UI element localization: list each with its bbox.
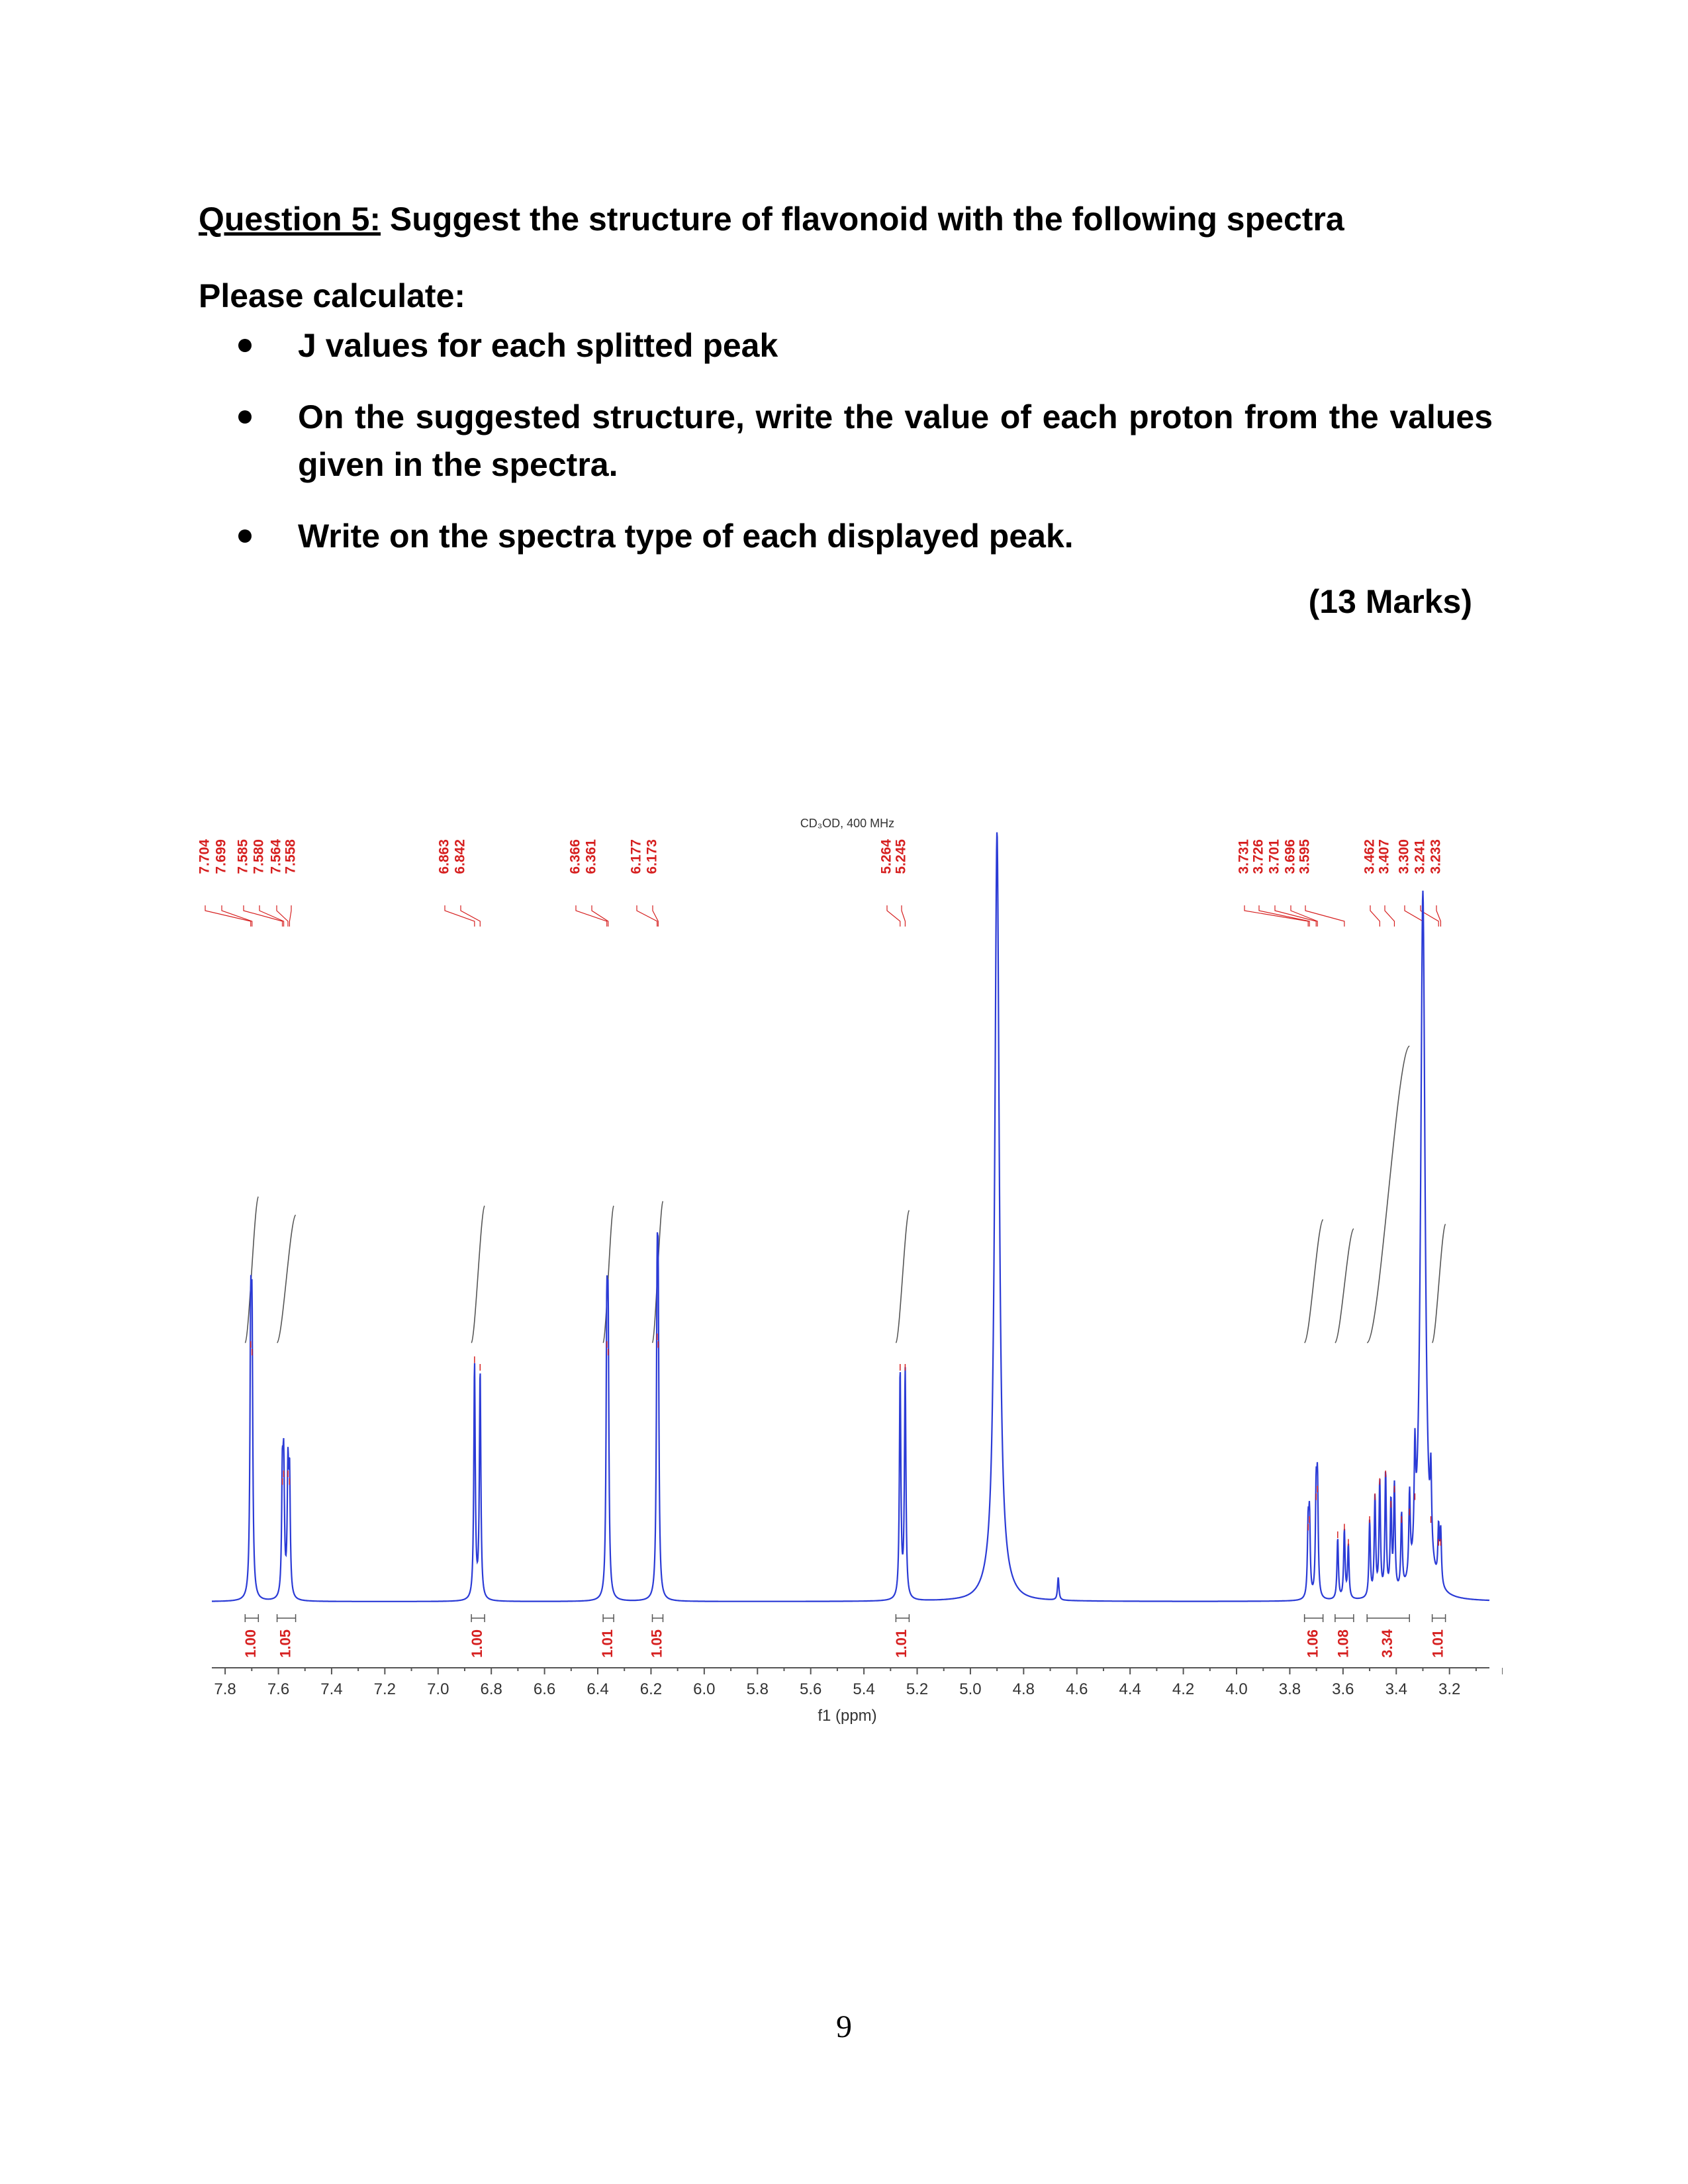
peak-label: 7.580 <box>251 839 267 874</box>
peak-label-connector <box>1305 905 1344 927</box>
x-tick-label: 3.4 <box>1385 1680 1407 1698</box>
x-axis-label: f1 (ppm) <box>818 1707 877 1725</box>
peak-label: 3.300 <box>1396 839 1412 874</box>
peak-label: 6.173 <box>644 839 660 874</box>
peak-label: 3.696 <box>1282 839 1298 874</box>
spectrum-line <box>212 833 1489 1602</box>
peak-label: 3.726 <box>1250 839 1266 874</box>
peak-label-connector <box>1259 905 1309 927</box>
peak-label-connector <box>887 905 900 927</box>
peak-label-connector <box>902 905 905 927</box>
integral-curve <box>1335 1229 1354 1343</box>
integral-group <box>242 1614 1446 1658</box>
integral-value: 1.01 <box>893 1629 910 1658</box>
x-tick-label: 7.4 <box>320 1680 343 1698</box>
x-tick-label: 5.8 <box>746 1680 769 1698</box>
peak-label: 6.366 <box>567 839 583 874</box>
peak-label: 7.585 <box>235 839 251 874</box>
x-tick-label: 6.6 <box>533 1680 556 1698</box>
list-item-text: On the suggested structure, write the value of each proton from the values given in the spectra. <box>298 398 1493 483</box>
list-item-text: J values for each splitted peak <box>298 327 778 364</box>
integral-curve <box>1432 1224 1446 1343</box>
integral-value: 1.05 <box>277 1629 294 1658</box>
peak-label: 6.842 <box>452 839 468 874</box>
peak-label: 3.241 <box>1412 839 1428 874</box>
x-tick-label: 4.2 <box>1172 1680 1195 1698</box>
integral-curve <box>471 1206 485 1343</box>
peak-label: 3.701 <box>1266 839 1282 874</box>
peak-label-connector <box>592 905 608 927</box>
integral-curve <box>1367 1046 1409 1343</box>
peak-label-connector <box>637 905 657 927</box>
peak-label: 7.564 <box>268 839 284 874</box>
bullet-icon <box>238 339 252 352</box>
x-tick-label: 4.8 <box>1012 1680 1035 1698</box>
x-tick-label: 4.0 <box>1225 1680 1248 1698</box>
x-tick-label: 3.6 <box>1332 1680 1354 1698</box>
list-item <box>238 322 1493 369</box>
integral-value: 3.34 <box>1379 1629 1396 1658</box>
x-axis <box>212 1668 1503 1698</box>
peak-label-connector <box>1275 905 1316 927</box>
integral-curve <box>896 1210 909 1343</box>
peak-label: 6.863 <box>436 839 452 874</box>
peak-label: 6.177 <box>628 839 644 874</box>
chart-title: CD₃OD, 400 MHz <box>800 817 895 830</box>
integral-value: 1.08 <box>1335 1629 1352 1658</box>
x-tick-label: 5.0 <box>959 1680 982 1698</box>
peak-label: 3.595 <box>1297 839 1313 874</box>
question-number: Question 5: <box>199 201 381 238</box>
instruction-list <box>238 322 1493 584</box>
list-item <box>238 512 1493 560</box>
x-tick-label: 7.6 <box>267 1680 290 1698</box>
x-tick-label: 6.4 <box>586 1680 609 1698</box>
x-tick-label: 6.2 <box>639 1680 663 1698</box>
peak-label-connector <box>289 905 291 927</box>
x-tick-label: 5.4 <box>853 1680 875 1698</box>
x-tick-label: 5.6 <box>800 1680 822 1698</box>
peak-label: 3.233 <box>1428 839 1444 874</box>
x-tick-label: 6.8 <box>480 1680 502 1698</box>
question-title <box>199 200 1344 238</box>
peak-label: 3.407 <box>1376 839 1392 874</box>
peak-label: 3.462 <box>1362 839 1378 874</box>
page-number: 9 <box>836 2009 852 2044</box>
nmr-spectrum <box>192 814 1503 1741</box>
peak-label: 7.699 <box>213 839 229 874</box>
x-tick-label: 7.2 <box>373 1680 397 1698</box>
peak-label-connector <box>1405 905 1423 927</box>
peak-label: 6.361 <box>583 839 599 874</box>
question-text: Suggest the structure of flavonoid with the following spectra <box>381 201 1344 238</box>
bullet-icon <box>238 529 252 543</box>
integral-curve <box>277 1215 296 1343</box>
x-tick-label: 4.4 <box>1119 1680 1141 1698</box>
integral-value: 1.00 <box>468 1629 485 1658</box>
x-tick-label: 3.2 <box>1438 1680 1461 1698</box>
list-item-text: Write on the spectra type of each displayed peak. <box>298 518 1074 555</box>
integral-curve <box>1305 1220 1323 1343</box>
bullet-icon <box>238 410 252 424</box>
x-tick-label: 7.8 <box>214 1680 236 1698</box>
peak-label: 5.264 <box>878 839 894 874</box>
integral-value: 1.01 <box>598 1629 616 1658</box>
peak-label: 7.704 <box>197 839 212 874</box>
x-tick-label: 5.2 <box>906 1680 929 1698</box>
peak-label-connector <box>1385 905 1394 927</box>
peak-label-group <box>197 839 1444 927</box>
integral-value: 1.05 <box>648 1629 665 1658</box>
x-tick-label: 6.0 <box>693 1680 716 1698</box>
peak-label-connector <box>1370 905 1380 927</box>
integral-curve-group <box>245 1046 1445 1343</box>
x-tick-label: 4.6 <box>1066 1680 1088 1698</box>
list-item <box>238 393 1493 488</box>
peak-label-connector <box>461 905 480 927</box>
peak-label: 7.558 <box>283 839 299 874</box>
marks-label: (13 Marks) <box>1308 583 1472 620</box>
peak-label-connector <box>576 905 607 927</box>
peak-label: 5.245 <box>893 839 909 874</box>
peak-label: 3.731 <box>1236 839 1252 874</box>
integral-value: 1.01 <box>1429 1629 1446 1658</box>
integral-value: 1.00 <box>242 1629 259 1658</box>
x-tick-label: 7.0 <box>427 1680 449 1698</box>
instruction-heading: Please calculate: <box>199 277 466 314</box>
peak-label-connector <box>1244 905 1308 927</box>
integral-value: 1.06 <box>1304 1629 1321 1658</box>
x-tick-label: 3.8 <box>1278 1680 1301 1698</box>
